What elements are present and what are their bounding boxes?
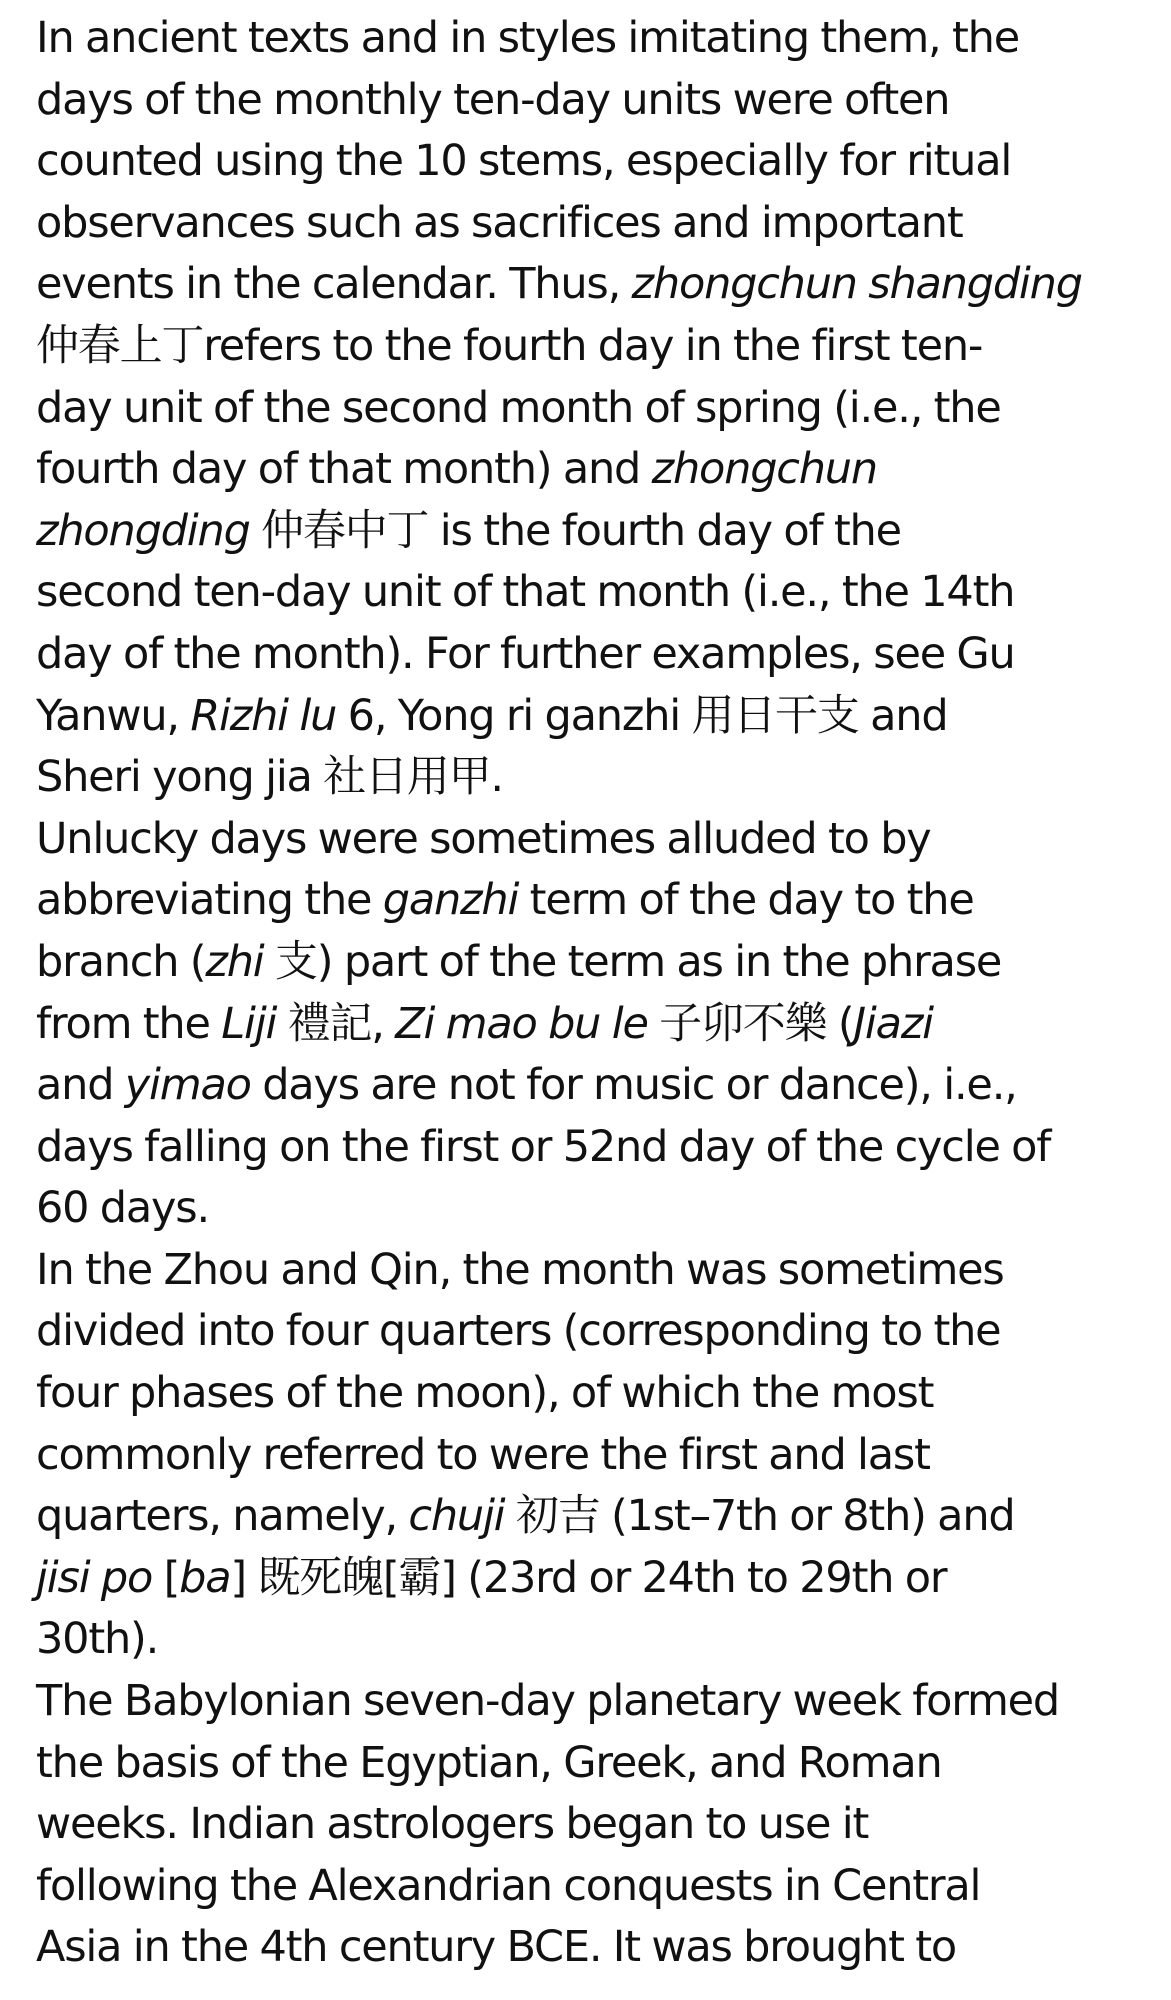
text-span: fourth day of that month) and bbox=[36, 444, 652, 495]
text-line bbox=[36, 1486, 1146, 1548]
text-line bbox=[36, 1733, 1146, 1795]
italic-text-span: Zi mao bu le bbox=[395, 998, 648, 1049]
text-span: days are not for music or dance), i.e., bbox=[250, 1060, 1017, 1111]
text-span: 初吉 (1st–7th or 8th) and bbox=[504, 1491, 1015, 1542]
text-span: Asia in the 4th century BCE. It was brought to bbox=[36, 1922, 956, 1973]
text-span: commonly referred to were the first and last bbox=[36, 1429, 930, 1480]
italic-text-span: Jiazi bbox=[853, 998, 933, 1049]
italic-text-span: zhongchun bbox=[651, 444, 877, 495]
text-line bbox=[36, 1117, 1146, 1179]
text-span: events in the calendar. Thus, bbox=[36, 259, 632, 310]
text-span: and bbox=[36, 1060, 125, 1111]
text-line bbox=[36, 131, 1146, 193]
text-line bbox=[36, 562, 1146, 624]
text-line bbox=[36, 686, 1146, 748]
text-line bbox=[36, 1917, 1146, 1979]
text-line bbox=[36, 70, 1146, 132]
text-line bbox=[36, 439, 1146, 501]
text-line bbox=[36, 1856, 1146, 1918]
italic-text-span: zhongchun shangding bbox=[631, 259, 1082, 310]
italic-text-span: yimao bbox=[124, 1060, 251, 1111]
text-span: observances such as sacrifices and important bbox=[36, 197, 963, 248]
text-span: Sheri yong jia 社日用甲. bbox=[36, 752, 503, 803]
italic-text-span: ganzhi bbox=[382, 875, 519, 926]
text-span: day of the month). For further examples, see Gu bbox=[36, 628, 1015, 679]
text-line bbox=[36, 1425, 1146, 1487]
text-span: four phases of the moon), of which the most bbox=[36, 1368, 934, 1419]
text-line bbox=[36, 1363, 1146, 1425]
text-span: Yanwu, bbox=[36, 690, 191, 741]
italic-text-span: chuji bbox=[408, 1491, 505, 1542]
text-line bbox=[36, 1178, 1146, 1240]
paragraph-ten-day-units bbox=[36, 8, 1146, 809]
text-span: 60 days. bbox=[36, 1183, 209, 1234]
text-span: 仲春上丁refers to the fourth day in the first ten- bbox=[36, 320, 983, 371]
text-line bbox=[36, 1671, 1146, 1733]
text-span: counted using the 10 stems, especially for ritual bbox=[36, 136, 1012, 187]
text-span: 6, Yong ri ganzhi 用日干支 and bbox=[336, 690, 948, 741]
text-span: [ bbox=[152, 1552, 180, 1603]
text-span: abbreviating the bbox=[36, 875, 383, 926]
text-line bbox=[36, 624, 1146, 686]
text-span: In the Zhou and Qin, the month was sometimes bbox=[36, 1244, 1004, 1295]
text-line bbox=[36, 1609, 1146, 1671]
document-page bbox=[36, 8, 1146, 1979]
text-line bbox=[36, 1794, 1146, 1856]
text-line bbox=[36, 501, 1146, 563]
italic-text-span: Liji bbox=[221, 998, 277, 1049]
text-line bbox=[36, 1240, 1146, 1302]
italic-text-span: ba bbox=[179, 1552, 231, 1603]
text-span: 子卯不樂 ( bbox=[647, 998, 854, 1049]
text-line bbox=[36, 254, 1146, 316]
text-span: 支) part of the term as in the phrase bbox=[263, 936, 1002, 987]
text-span: ] 既死魄[霸] (23rd or 24th to 29th or bbox=[230, 1552, 947, 1603]
text-span: day unit of the second month of spring (i.e., the bbox=[36, 382, 1001, 433]
paragraph-month-quarters bbox=[36, 1240, 1146, 1671]
italic-text-span: zhi bbox=[205, 936, 264, 987]
text-line bbox=[36, 994, 1146, 1056]
text-span: The Babylonian seven-day planetary week formed bbox=[36, 1676, 1060, 1727]
text-line bbox=[36, 193, 1146, 255]
text-span: In ancient texts and in styles imitating them, the bbox=[36, 13, 1019, 63]
paragraph-planetary-week bbox=[36, 1671, 1146, 1979]
text-span: second ten-day unit of that month (i.e., the 14th bbox=[36, 567, 1015, 618]
italic-text-span: jisi po bbox=[36, 1552, 153, 1603]
text-span: quarters, namely, bbox=[36, 1491, 409, 1542]
text-line bbox=[36, 809, 1146, 871]
text-line bbox=[36, 870, 1146, 932]
text-span: 禮記, bbox=[276, 998, 396, 1049]
text-span: divided into four quarters (corresponding to the bbox=[36, 1306, 1001, 1357]
text-line bbox=[36, 1548, 1146, 1610]
text-line bbox=[36, 747, 1146, 809]
text-span: following the Alexandrian conquests in Central bbox=[36, 1860, 981, 1911]
text-span: branch ( bbox=[36, 936, 206, 987]
text-span: days falling on the first or 52nd day of the cycle of bbox=[36, 1121, 1051, 1172]
text-span: the basis of the Egyptian, Greek, and Roman bbox=[36, 1737, 942, 1788]
text-span: term of the day to the bbox=[518, 875, 974, 926]
text-span: 30th). bbox=[36, 1614, 159, 1665]
italic-text-span: Rizhi lu bbox=[190, 690, 337, 741]
text-line bbox=[36, 316, 1146, 378]
text-span: days of the monthly ten-day units were often bbox=[36, 74, 950, 125]
text-span: 仲春中丁 is the fourth day of the bbox=[249, 505, 901, 556]
text-line bbox=[36, 1301, 1146, 1363]
text-line bbox=[36, 8, 1146, 70]
text-line bbox=[36, 378, 1146, 440]
text-line bbox=[36, 932, 1146, 994]
text-span: weeks. Indian astrologers began to use it bbox=[36, 1799, 869, 1850]
paragraph-unlucky-days bbox=[36, 809, 1146, 1240]
text-span: from the bbox=[36, 998, 222, 1049]
text-span: Unlucky days were sometimes alluded to by bbox=[36, 813, 931, 864]
text-line bbox=[36, 1055, 1146, 1117]
italic-text-span: zhongding bbox=[36, 505, 250, 556]
